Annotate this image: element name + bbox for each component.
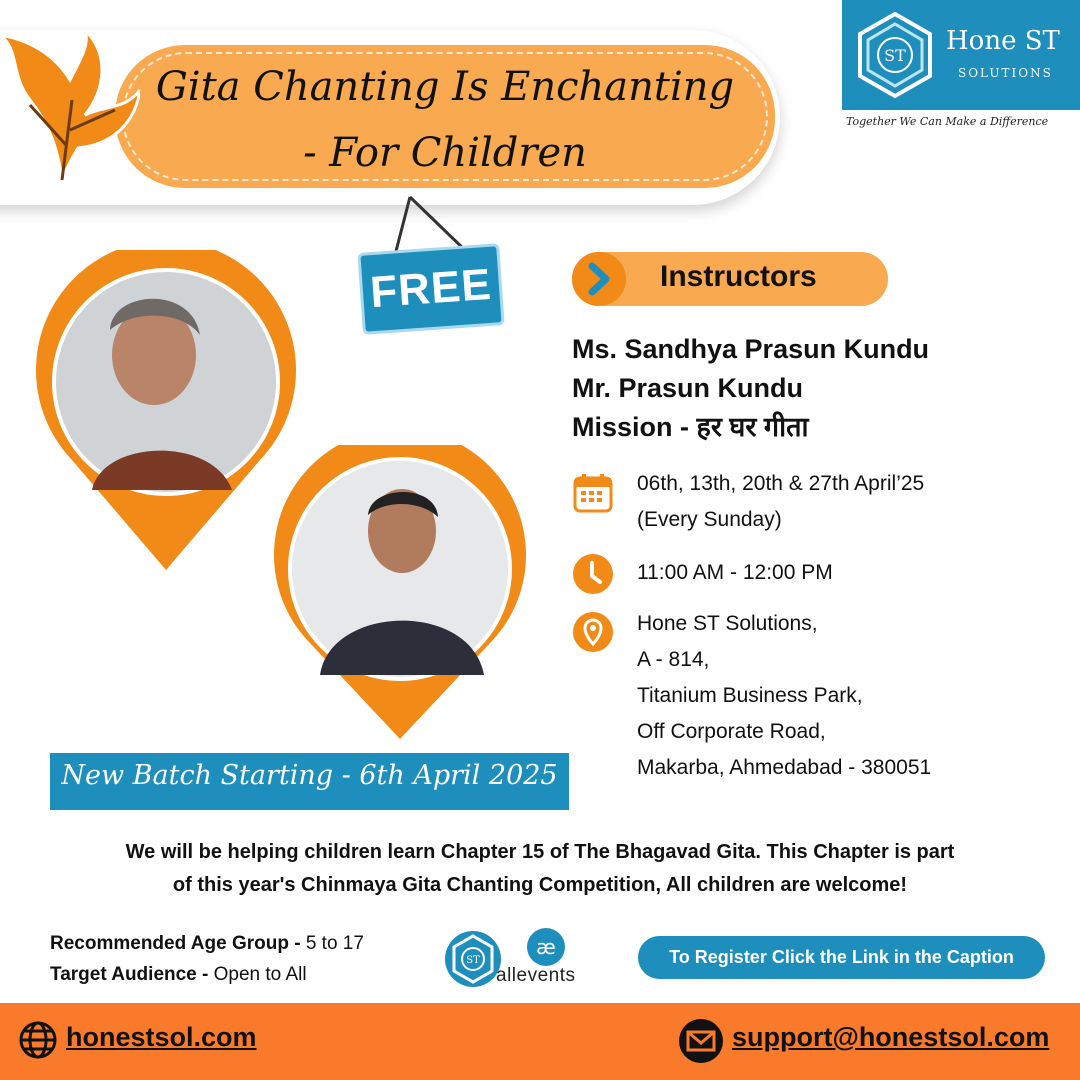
leaf-icon (0, 30, 140, 190)
event-address (637, 606, 931, 786)
mission-line: Mission - हर घर गीता (572, 412, 809, 442)
instructor-names (572, 330, 929, 447)
target-audience-row (50, 959, 364, 990)
instructor-photo-pin-2 (270, 445, 530, 741)
instructor-photo-pin-1 (32, 250, 300, 572)
address-line-2: A - 814, (637, 648, 710, 671)
brand-tagline: Together We Can Make a Difference (846, 115, 1049, 128)
title-line-1: Gita Chanting Is Enchanting (155, 64, 735, 110)
event-time: 11:00 AM - 12:00 PM (637, 561, 833, 584)
free-badge-label: FREE (368, 259, 494, 318)
event-description (40, 836, 1040, 902)
age-group-row (50, 928, 364, 959)
mail-icon (678, 1018, 724, 1064)
brand-subtitle: SOLUTIONS (958, 66, 1053, 80)
audience-info (50, 928, 364, 990)
instructor-name-2: Mr. Prasun Kundu (572, 373, 804, 403)
description-line-2: of this year's Chinmaya Gita Chanting Competition, All children are welcome! (172, 874, 908, 896)
age-group-value: 5 to 17 (305, 933, 364, 954)
instructors-chevron-badge (572, 252, 626, 306)
dates-line-1: 06th, 13th, 20th & 27th April’25 (637, 472, 925, 495)
brand-mark-icon (850, 10, 940, 100)
svg-text:ST: ST (884, 46, 906, 65)
title-line-2: - For Children (303, 130, 587, 176)
allevents-wordmark: allevents (496, 965, 576, 986)
new-batch-text: New Batch Starting - 6th April 2025 (61, 760, 558, 791)
target-audience-label: Target Audience - (50, 964, 209, 985)
instructor-name-1: Ms. Sandhya Prasun Kundu (572, 334, 930, 364)
calendar-icon (572, 472, 614, 514)
location-pin-icon (572, 611, 614, 653)
address-line-4: Off Corporate Road, (637, 720, 826, 743)
address-line-1: Hone ST Solutions, (637, 612, 818, 635)
svg-text:ST: ST (466, 955, 480, 966)
address-line-5: Makarba, Ahmedabad - 380051 (637, 756, 932, 779)
footer-email-link[interactable]: support@honestsol.com (732, 1022, 1050, 1052)
brand-mark-small-icon (444, 930, 502, 988)
globe-icon (18, 1020, 58, 1060)
event-dates (637, 466, 924, 538)
allevents-logo-icon (526, 927, 566, 967)
description-line-1: We will be helping children learn Chapter 15 of The Bhagavad Gita. This Chapter is part (125, 841, 955, 863)
event-title (120, 54, 770, 186)
chevron-right-icon (572, 252, 626, 306)
svg-text:æ: æ (536, 935, 556, 959)
age-group-label: Recommended Age Group - (50, 933, 301, 954)
clock-icon (572, 553, 614, 595)
address-line-3: Titanium Business Park, (637, 684, 863, 707)
register-button[interactable]: To Register Click the Link in the Caption (638, 936, 1045, 979)
free-badge (357, 243, 504, 335)
instructors-heading: Instructors (660, 260, 817, 293)
brand-name: Hone ST (946, 26, 1060, 56)
footer-website-link[interactable]: honestsol.com (66, 1022, 257, 1052)
dates-line-2: (Every Sunday) (637, 508, 782, 531)
target-audience-value: Open to All (213, 964, 307, 985)
